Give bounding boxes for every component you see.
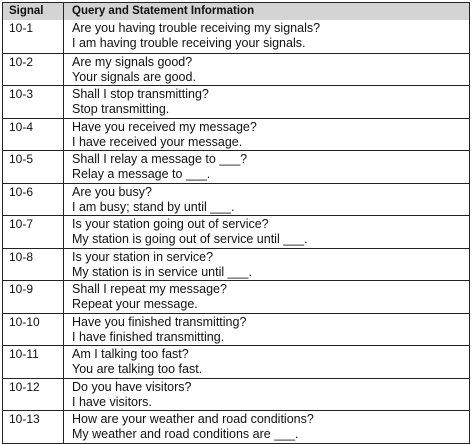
signal-info xyxy=(64,151,469,183)
table-row xyxy=(3,280,469,313)
signal-info xyxy=(64,411,469,443)
signal-code: 10-13 xyxy=(3,411,64,443)
signal-info xyxy=(64,314,469,346)
statement-text: Your signals are good. xyxy=(72,69,196,84)
signal-info xyxy=(64,281,469,313)
signal-code: 10-1 xyxy=(3,20,64,53)
signal-info xyxy=(64,216,469,248)
table-row xyxy=(3,410,469,443)
signal-info xyxy=(64,379,469,411)
table-row xyxy=(3,20,469,53)
query-text: Shall I relay a message to ___? xyxy=(72,152,248,166)
signal-code: 10-4 xyxy=(3,119,64,151)
signal-code: 10-12 xyxy=(3,379,64,411)
ten-code-table xyxy=(2,2,470,444)
signal-info xyxy=(64,184,469,216)
statement-text: Repeat your message. xyxy=(72,297,198,311)
query-text: Is your station in service? xyxy=(72,249,214,264)
table-row xyxy=(3,183,469,216)
signal-info xyxy=(64,86,469,118)
table-row xyxy=(3,118,469,151)
signal-code: 10-5 xyxy=(3,151,64,183)
signal-code: 10-3 xyxy=(3,86,64,118)
signal-info xyxy=(64,54,469,86)
query-text: Have you finished transmitting? xyxy=(72,314,247,329)
header-signal: Signal xyxy=(3,3,64,20)
query-text: How are your weather and road conditions? xyxy=(72,412,314,426)
signal-code: 10-6 xyxy=(3,184,64,216)
statement-text: I have visitors. xyxy=(72,394,152,409)
query-text: Are you busy? xyxy=(72,184,152,199)
signal-code: 10-2 xyxy=(3,54,64,86)
table-row xyxy=(3,215,469,248)
statement-text: You are talking too fast. xyxy=(72,362,203,376)
statement-text: Relay a message to ___. xyxy=(72,167,211,181)
table-row xyxy=(3,53,469,86)
signal-code: 10-7 xyxy=(3,216,64,248)
signal-info xyxy=(64,249,469,281)
signal-info xyxy=(64,20,469,53)
table-row xyxy=(3,313,469,346)
query-text: Am I talking too fast? xyxy=(72,347,189,361)
signal-code: 10-11 xyxy=(3,346,64,378)
query-text: Shall I stop transmitting? xyxy=(72,87,209,101)
signal-code: 10-9 xyxy=(3,281,64,313)
statement-text: I have received your message. xyxy=(72,134,243,149)
table-body xyxy=(3,20,469,443)
table-row xyxy=(3,378,469,411)
statement-text: My station is going out of service until ___. xyxy=(72,232,308,246)
query-text: Is your station going out of service? xyxy=(72,217,269,231)
statement-text: I am having trouble receiving your signals. xyxy=(72,36,306,50)
table-row xyxy=(3,345,469,378)
signal-code: 10-8 xyxy=(3,249,64,281)
table-header-row xyxy=(3,3,469,20)
query-text: Are my signals good? xyxy=(72,54,193,69)
statement-text: I am busy; stand by until ___. xyxy=(72,199,235,214)
signal-info xyxy=(64,119,469,151)
statement-text: My station is in service until ___. xyxy=(72,264,252,279)
query-text: Have you received my message? xyxy=(72,119,257,134)
statement-text: I have finished transmitting. xyxy=(72,329,225,344)
signal-info xyxy=(64,346,469,378)
signal-code: 10-10 xyxy=(3,314,64,346)
statement-text: My weather and road conditions are ___. xyxy=(72,427,299,441)
table-row xyxy=(3,248,469,281)
query-text: Shall I repeat my message? xyxy=(72,282,227,296)
query-text: Do you have visitors? xyxy=(72,379,192,394)
header-query-statement: Query and Statement Information xyxy=(72,5,255,17)
table-row xyxy=(3,85,469,118)
query-text: Are you having trouble receiving my signals? xyxy=(72,21,321,35)
statement-text: Stop transmitting. xyxy=(72,102,170,116)
table-row xyxy=(3,150,469,183)
